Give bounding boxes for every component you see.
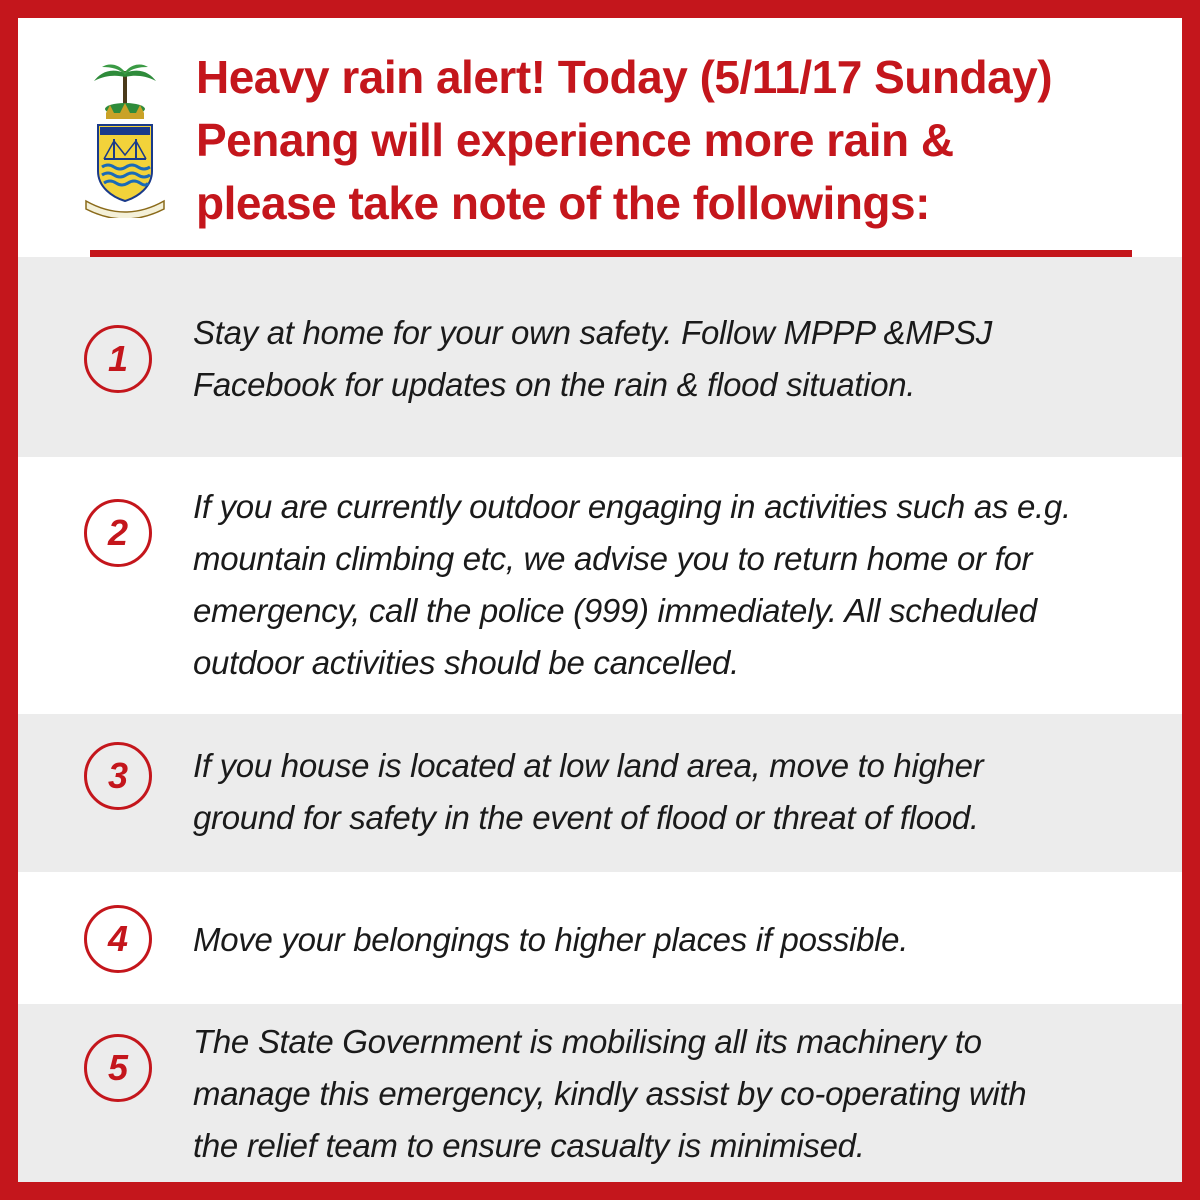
item-number-badge: 3 bbox=[84, 742, 152, 810]
item-number-badge: 2 bbox=[84, 499, 152, 567]
item-number-badge: 1 bbox=[84, 325, 152, 393]
list-item bbox=[18, 1004, 1182, 1182]
alert-title bbox=[196, 46, 1156, 235]
alert-title-line-2: Penang will experience more rain & bbox=[196, 114, 954, 166]
item-text bbox=[193, 1016, 1153, 1172]
poster-header bbox=[18, 18, 1182, 258]
item-text-line: manage this emergency, kindly assist by co-operating with bbox=[193, 1075, 1027, 1112]
penang-crest-icon bbox=[80, 63, 170, 218]
item-text bbox=[193, 307, 1153, 411]
item-text-line: The State Government is mobilising all its machinery to bbox=[193, 1023, 982, 1060]
item-number-badge: 4 bbox=[84, 905, 152, 973]
item-text-line: emergency, call the police (999) immediately. All scheduled bbox=[193, 592, 1037, 629]
item-text-line: Move your belongings to higher places if possible. bbox=[193, 921, 909, 958]
advisory-list bbox=[18, 257, 1182, 1182]
item-text-line: outdoor activities should be cancelled. bbox=[193, 644, 739, 681]
item-text-line: the relief team to ensure casualty is minimised. bbox=[193, 1127, 865, 1164]
alert-title-line-3: please take note of the followings: bbox=[196, 177, 930, 229]
item-text-line: If you house is located at low land area, move to higher bbox=[193, 747, 984, 784]
list-item bbox=[18, 714, 1182, 872]
item-text-line: If you are currently outdoor engaging in activities such as e.g. bbox=[193, 488, 1071, 525]
list-item bbox=[18, 872, 1182, 1004]
item-text-line: mountain climbing etc, we advise you to return home or for bbox=[193, 540, 1033, 577]
item-text-line: Stay at home for your own safety. Follow MPPP &MPSJ bbox=[193, 314, 993, 351]
list-item bbox=[18, 257, 1182, 457]
list-item bbox=[18, 457, 1182, 714]
item-number-badge: 5 bbox=[84, 1034, 152, 1102]
item-text bbox=[193, 740, 1153, 844]
item-text bbox=[193, 914, 1153, 966]
item-text bbox=[193, 481, 1153, 689]
item-text-line: Facebook for updates on the rain & flood situation. bbox=[193, 366, 916, 403]
item-text-line: ground for safety in the event of flood or threat of flood. bbox=[193, 799, 979, 836]
header-divider bbox=[90, 250, 1132, 257]
alert-title-line-1: Heavy rain alert! Today (5/11/17 Sunday) bbox=[196, 51, 1053, 103]
